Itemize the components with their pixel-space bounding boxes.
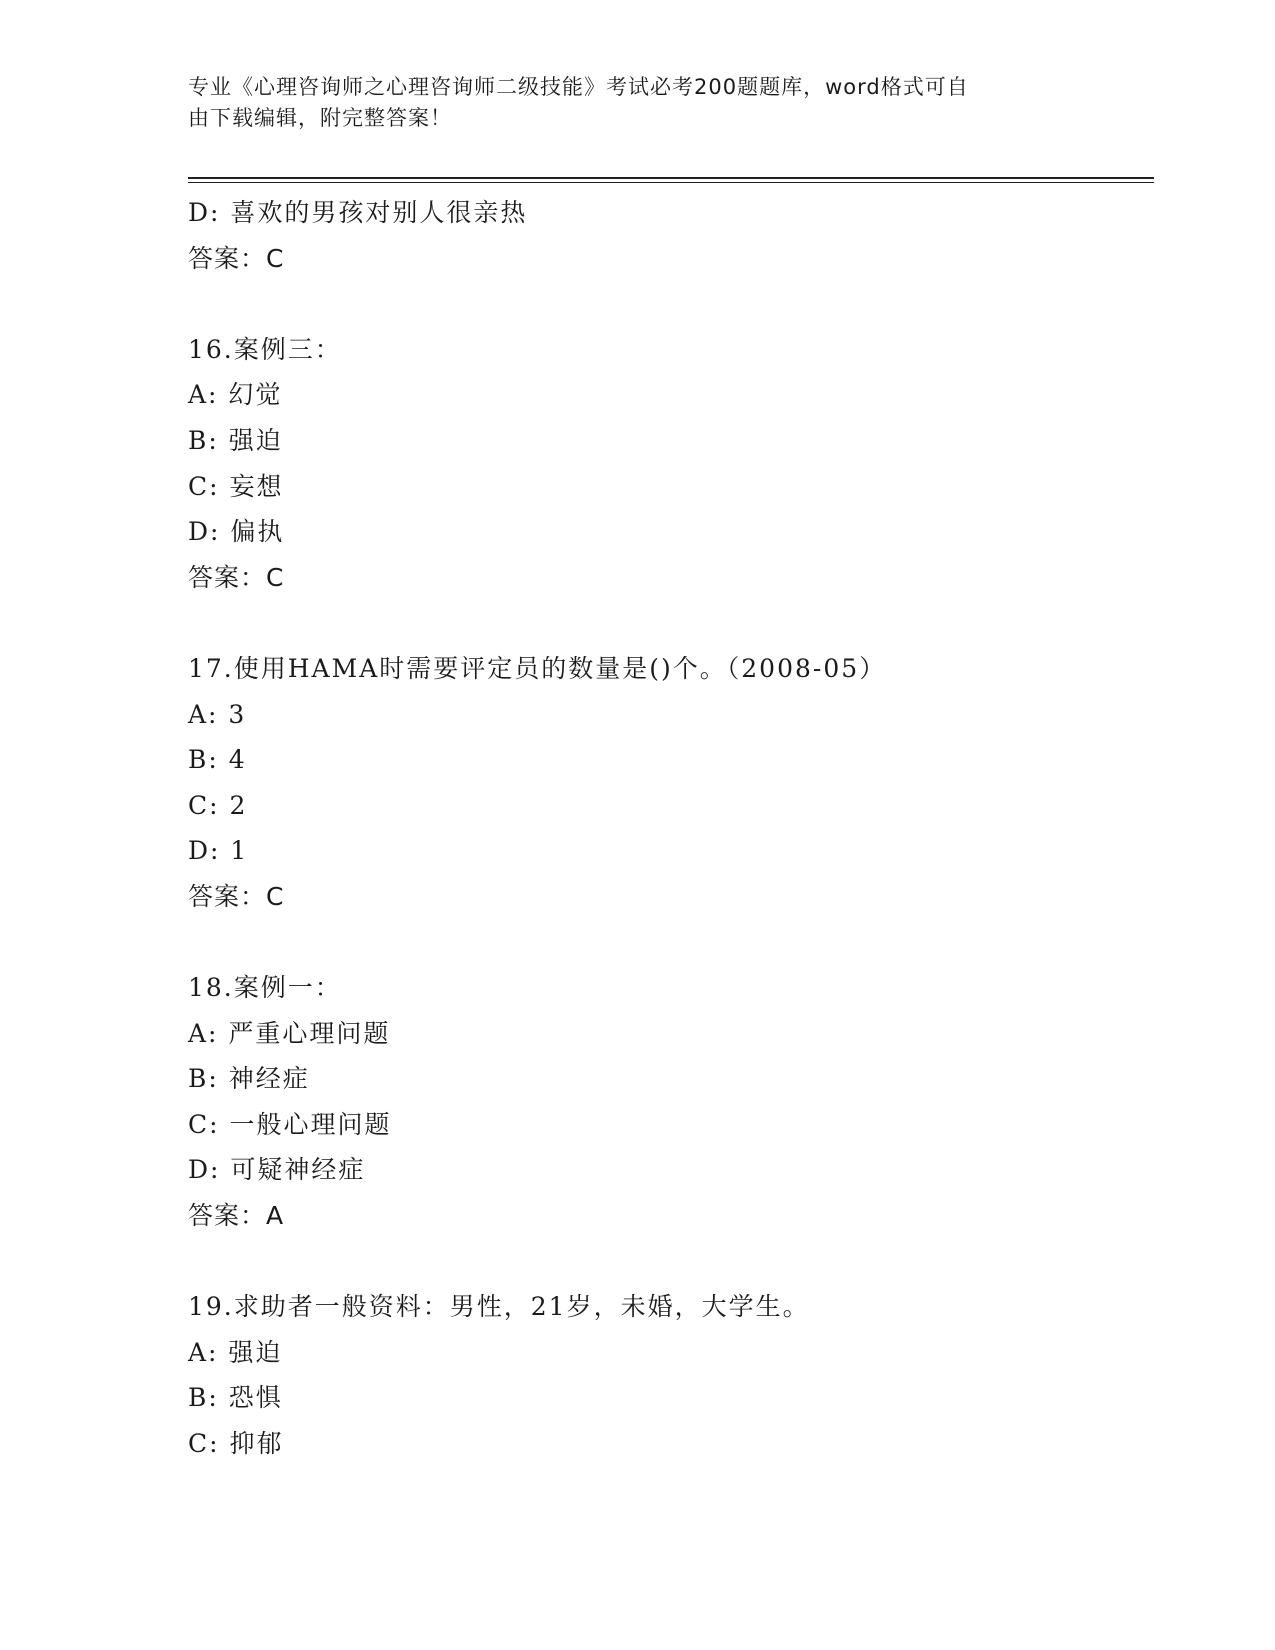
- question-text: 17.使用HAMA时需要评定员的数量是()个。（2008-05）: [188, 653, 887, 683]
- option-line: D: 可疑神经症: [188, 1155, 366, 1185]
- option-line: B: 恐惧: [188, 1383, 283, 1413]
- header-divider-thick: [188, 177, 1154, 179]
- answer-line: 答案：A: [188, 1201, 285, 1231]
- answer-line: 答案：C: [188, 881, 285, 911]
- spacer: [188, 1239, 1148, 1285]
- option-line: B: 强迫: [188, 425, 283, 455]
- option-line: C: 一般心理问题: [188, 1109, 392, 1139]
- question-text: 16.案例三：: [188, 334, 342, 364]
- document-header: [188, 72, 1088, 134]
- question-text: 19.求助者一般资料：男性，21岁，未婚，大学生。: [188, 1292, 810, 1322]
- option-line: C: 抑郁: [188, 1429, 284, 1459]
- option-line: A: 幻觉: [188, 380, 283, 410]
- spacer: [188, 920, 1148, 966]
- option-line: D: 1: [188, 836, 249, 866]
- spacer: [188, 281, 1148, 327]
- question-list: [188, 190, 1148, 1467]
- option-line: C: 2: [188, 790, 248, 820]
- header-intro-line-2: 由下载编辑，附完整答案！: [188, 106, 452, 130]
- option-line: C: 妄想: [188, 471, 284, 501]
- option-line: D: 喜欢的男孩对别人很亲热: [188, 198, 528, 227]
- header-intro-line-1: 专业《心理咨询师之心理咨询师二级技能》考试必考200题题库，word格式可自: [188, 75, 969, 99]
- option-line: A: 3: [188, 699, 247, 729]
- option-line: D: 偏执: [188, 517, 285, 547]
- option-line: B: 神经症: [188, 1064, 310, 1094]
- spacer: [188, 600, 1148, 646]
- answer-line: 答案：C: [188, 243, 285, 273]
- header-divider-thin: [188, 182, 1154, 183]
- question-text: 18.案例一：: [188, 973, 342, 1003]
- option-line: A: 严重心理问题: [188, 1018, 391, 1048]
- answer-line: 答案：C: [188, 562, 285, 592]
- option-line: B: 4: [188, 745, 247, 775]
- option-line: A: 强迫: [188, 1337, 283, 1367]
